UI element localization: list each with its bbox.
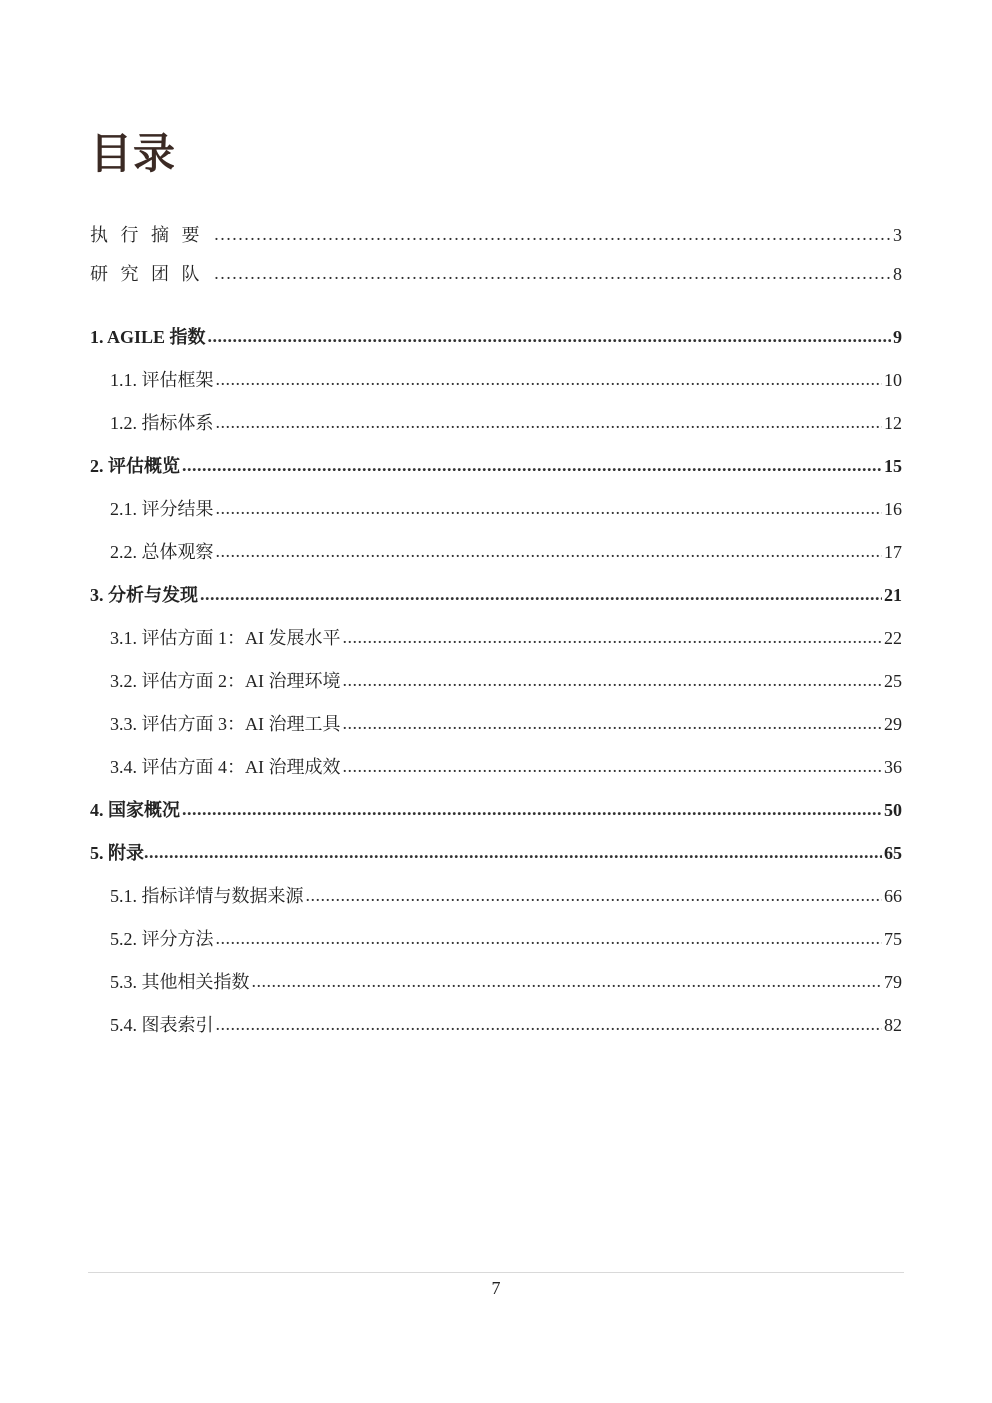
toc-entry-page: 15 — [884, 456, 902, 476]
toc-entry-label: 1.2. 指标体系 — [110, 413, 214, 433]
toc-entry-page: 36 — [884, 757, 902, 777]
toc-dot-leader — [208, 324, 891, 348]
toc-dot-leader — [216, 926, 883, 950]
toc-entry-page: 12 — [884, 413, 902, 433]
toc-entry-page: 50 — [884, 800, 902, 820]
toc-entry-page: 17 — [884, 542, 902, 562]
toc-entry-page: 10 — [884, 370, 902, 390]
toc-dot-leader — [343, 711, 883, 735]
toc-entry-label: 2.1. 评分结果 — [110, 499, 214, 519]
toc-entry-section-1-2[interactable] — [110, 409, 902, 435]
toc-dot-leader — [216, 496, 883, 520]
toc-entry-page: 8 — [893, 264, 902, 284]
toc-entry-label: 4. 国家概况 — [90, 800, 180, 820]
toc-dot-leader — [216, 1012, 883, 1036]
toc-dot-leader — [214, 222, 892, 246]
toc-entry-label: 1.1. 评估框架 — [110, 370, 214, 390]
toc-entry-label: 3.2. 评估方面 2：AI 治理环境 — [110, 671, 341, 691]
toc-entry-section-3-1[interactable] — [110, 624, 902, 650]
toc-entry-label: 3.3. 评估方面 3：AI 治理工具 — [110, 714, 341, 734]
toc-entry-section-2[interactable] — [90, 452, 902, 478]
toc-entry-label: 5. 附录 — [90, 843, 144, 863]
toc-dot-leader — [144, 840, 882, 864]
toc-dot-leader — [252, 969, 883, 993]
toc-entry-section-4[interactable] — [90, 796, 902, 822]
toc-entry-label: 3. 分析与发现 — [90, 585, 198, 605]
toc-entry-section-1[interactable] — [90, 323, 902, 349]
footer-divider — [88, 1272, 904, 1273]
page-number: 7 — [491, 1278, 501, 1298]
toc-entry-section-5-2[interactable] — [110, 925, 902, 951]
toc-entry-label: 执 行 摘 要 — [90, 225, 204, 245]
toc-entry-section-1-1[interactable] — [110, 366, 902, 392]
toc-entry-research-team[interactable] — [90, 260, 902, 286]
toc-entry-page: 9 — [893, 327, 902, 347]
toc-dot-leader — [182, 797, 882, 821]
toc-entry-section-3-2[interactable] — [110, 667, 902, 693]
toc-entry-section-2-2[interactable] — [110, 538, 902, 564]
toc-entry-label: 3.1. 评估方面 1：AI 发展水平 — [110, 628, 341, 648]
toc-entry-page: 82 — [884, 1015, 902, 1035]
toc-entry-page: 16 — [884, 499, 902, 519]
toc-entry-label: 3.4. 评估方面 4：AI 治理成效 — [110, 757, 341, 777]
toc-entry-section-5-4[interactable] — [110, 1011, 902, 1037]
toc-entry-page: 29 — [884, 714, 902, 734]
toc-entry-section-5[interactable] — [90, 839, 902, 865]
toc-entry-page: 79 — [884, 972, 902, 992]
toc-entry-page: 21 — [884, 585, 902, 605]
toc-dot-leader — [214, 261, 892, 285]
toc-entry-page: 65 — [884, 843, 902, 863]
toc-entry-label: 5.3. 其他相关指数 — [110, 972, 250, 992]
toc-dot-leader — [343, 625, 883, 649]
toc-entry-section-3-3[interactable] — [110, 710, 902, 736]
toc-dot-leader — [343, 754, 883, 778]
toc-entry-label: 研 究 团 队 — [90, 264, 204, 284]
toc-dot-leader — [200, 582, 882, 606]
toc-entry-label: 2. 评估概览 — [90, 456, 180, 476]
toc-entry-label: 5.4. 图表索引 — [110, 1015, 214, 1035]
toc-entry-section-5-1[interactable] — [110, 882, 902, 908]
toc-entry-section-5-3[interactable] — [110, 968, 902, 994]
toc-entry-page: 25 — [884, 671, 902, 691]
toc-dot-leader — [306, 883, 883, 907]
toc-dot-leader — [216, 410, 883, 434]
toc-entry-page: 75 — [884, 929, 902, 949]
toc-entry-executive-summary[interactable] — [90, 221, 902, 247]
toc-entry-page: 66 — [884, 886, 902, 906]
toc-dot-leader — [216, 539, 883, 563]
toc-entry-section-3-4[interactable] — [110, 753, 902, 779]
toc-dot-leader — [216, 367, 883, 391]
toc-entry-section-2-1[interactable] — [110, 495, 902, 521]
toc-entry-label: 5.1. 指标详情与数据来源 — [110, 886, 304, 906]
toc-entry-label: 2.2. 总体观察 — [110, 542, 214, 562]
toc-entry-page: 22 — [884, 628, 902, 648]
toc-entry-page: 3 — [893, 225, 902, 245]
toc-entry-label: 5.2. 评分方法 — [110, 929, 214, 949]
toc-entry-label: 1. AGILE 指数 — [90, 327, 206, 347]
toc-dot-leader — [343, 668, 883, 692]
toc-dot-leader — [182, 453, 882, 477]
toc-entry-section-3[interactable] — [90, 581, 902, 607]
page-title: 目录 — [90, 129, 177, 178]
